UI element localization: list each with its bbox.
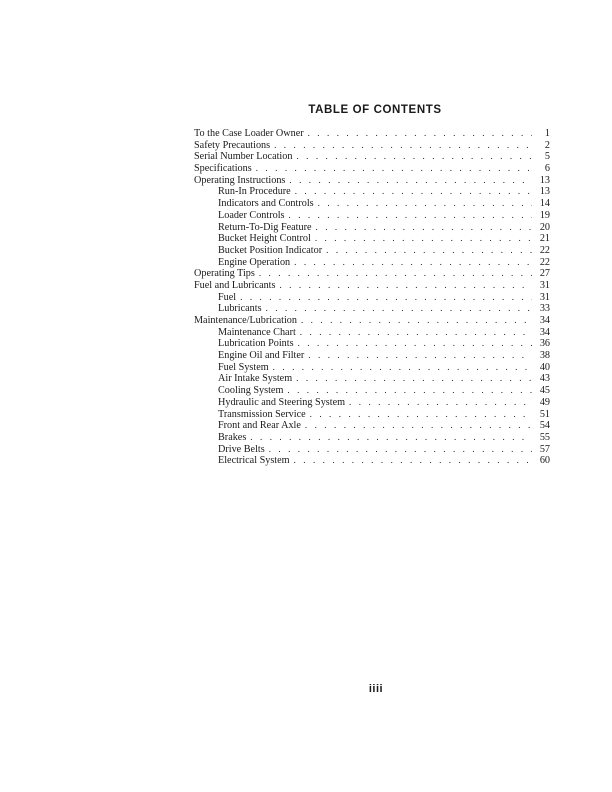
toc-entry — [194, 186, 550, 198]
toc-entry — [194, 409, 550, 421]
toc-entry-label: Fuel — [218, 291, 237, 303]
toc-entry-page: 20 — [539, 221, 550, 233]
toc-leader-dots — [318, 198, 532, 210]
toc-entry-label: Air Intake System — [218, 373, 293, 385]
toc-entry — [194, 338, 550, 350]
toc-entry-label: Engine Operation — [218, 256, 291, 268]
toc-entry-page: 13 — [539, 186, 550, 198]
toc-entry-page: 38 — [539, 350, 550, 362]
toc-entry-page: 40 — [539, 361, 550, 373]
toc-entry — [194, 140, 550, 152]
toc-leader-dots — [259, 268, 532, 280]
toc-leader-dots — [287, 385, 532, 397]
toc-entry — [194, 327, 550, 339]
toc-entry-label: Run-In Procedure — [218, 186, 291, 198]
toc-entry-page: 6 — [544, 163, 550, 175]
toc-entry — [194, 292, 550, 304]
toc-leader-dots — [289, 175, 532, 187]
toc-leader-dots — [289, 210, 533, 222]
toc-entry-page: 22 — [539, 256, 550, 268]
toc-leader-dots — [308, 128, 532, 140]
toc-entry-label: Operating Instructions — [194, 174, 286, 186]
toc-entry-label: Cooling System — [218, 385, 284, 397]
toc-leader-dots — [315, 233, 532, 245]
toc-entry-label: Engine Oil and Filter — [218, 350, 305, 362]
toc-entry-label: Fuel and Lubricants — [194, 279, 276, 291]
toc-entry — [194, 222, 550, 234]
toc-entry — [194, 350, 550, 362]
toc-entry — [194, 233, 550, 245]
toc-entry-page: 55 — [539, 431, 550, 443]
toc-entry — [194, 373, 550, 385]
toc-leader-dots — [316, 222, 533, 234]
toc-leader-dots — [266, 303, 532, 315]
toc-entry-label: Loader Controls — [218, 209, 285, 221]
toc-entry-label: Bucket Height Control — [218, 233, 311, 245]
toc-entry-page: 34 — [539, 315, 550, 326]
toc-entry-label: Drive Belts — [218, 443, 265, 455]
toc-leader-dots — [240, 292, 532, 304]
toc-entry-label: Fuel System — [218, 361, 269, 373]
toc-entry — [194, 385, 550, 397]
toc-entry-label: Specifications — [194, 163, 252, 175]
toc-entry-label: Lubrication Points — [218, 338, 294, 350]
toc-entry-label: Brakes — [218, 431, 247, 443]
toc-entry — [194, 420, 550, 432]
toc-entry-label: Return-To-Dig Feature — [218, 221, 312, 233]
toc-leader-dots — [308, 350, 532, 362]
toc-entry — [194, 303, 550, 315]
toc-leader-dots — [305, 420, 532, 432]
toc-entry-page: 13 — [539, 174, 550, 186]
toc-entry-label: Maintenance Chart — [218, 326, 296, 338]
toc-leader-dots — [349, 397, 532, 409]
toc-entry-page: 2 — [544, 139, 550, 151]
toc-entry — [194, 280, 550, 292]
toc-entry — [194, 432, 550, 444]
toc-leader-dots — [301, 315, 532, 327]
toc-leader-dots — [300, 327, 532, 339]
toc-entry-page: 27 — [539, 268, 550, 280]
toc-entry-page: 21 — [539, 233, 550, 245]
toc-leader-dots — [256, 163, 532, 175]
toc-entry-label: Transmission Service — [218, 408, 306, 420]
toc-entry — [194, 268, 550, 280]
toc-leader-dots — [294, 257, 532, 269]
toc-entry-label: Safety Precautions — [194, 139, 271, 151]
toc-entry — [194, 210, 550, 222]
toc-entry — [194, 151, 550, 163]
toc-leader-dots — [295, 186, 532, 198]
toc-entry-page: 33 — [539, 303, 550, 315]
toc-entry-label: Hydraulic and Steering System — [218, 396, 346, 408]
toc-entry-page: 43 — [539, 373, 550, 385]
toc-entry-page: 54 — [539, 420, 550, 432]
toc-entry-label: Operating Tips — [194, 268, 255, 280]
toc-entry-page: 1 — [544, 128, 550, 139]
toc-leader-dots — [273, 362, 532, 374]
toc-leader-dots — [326, 245, 532, 257]
toc-leader-dots — [274, 140, 532, 152]
toc-leader-dots — [298, 338, 532, 350]
toc-entry — [194, 163, 550, 175]
toc-entry-label: Indicators and Controls — [218, 198, 314, 210]
toc-entry-label: To the Case Loader Owner — [194, 128, 304, 139]
toc-leader-dots — [296, 373, 532, 385]
toc-leader-dots — [269, 444, 532, 456]
page-number: iiii — [368, 683, 384, 695]
toc-leader-dots — [296, 151, 532, 163]
toc-entry — [194, 315, 550, 327]
toc-leader-dots — [250, 432, 532, 444]
toc-entry — [194, 128, 550, 140]
toc-entry-label: Maintenance/Lubrication — [194, 315, 297, 326]
toc-entry-label: Bucket Position Indicator — [218, 244, 323, 256]
toc-entry-label: Lubricants — [218, 303, 262, 315]
page-title: TABLE OF CONTENTS — [308, 104, 442, 116]
toc-entry-page: 31 — [539, 291, 550, 303]
toc-entry — [194, 257, 550, 269]
toc-entry-page: 45 — [539, 385, 550, 397]
toc-entry — [194, 362, 550, 374]
toc-entry-page: 51 — [539, 408, 550, 420]
toc-entry-label: Electrical System — [218, 455, 290, 467]
toc-entry-page: 31 — [539, 279, 550, 291]
toc-entry-page: 49 — [539, 396, 550, 408]
toc-entry-page: 57 — [539, 443, 550, 455]
toc-entry-page: 22 — [539, 244, 550, 256]
toc-entry-page: 14 — [539, 198, 550, 210]
toc-entry — [194, 198, 550, 210]
toc-entry-page: 19 — [539, 209, 550, 221]
toc-entry — [194, 444, 550, 456]
toc-leader-dots — [310, 409, 532, 421]
toc-leader-dots — [294, 455, 532, 467]
toc-entry-label: Front and Rear Axle — [218, 420, 301, 432]
toc-leader-dots — [279, 280, 532, 292]
toc-entry-label: Serial Number Location — [194, 151, 293, 163]
toc-entry — [194, 245, 550, 257]
toc-entry — [194, 455, 550, 467]
toc-entry — [194, 175, 550, 187]
toc-entry-page: 60 — [539, 455, 550, 467]
table-of-contents — [194, 128, 550, 467]
toc-entry-page: 34 — [539, 326, 550, 338]
toc-entry-page: 36 — [539, 338, 550, 350]
toc-entry — [194, 397, 550, 409]
toc-entry-page: 5 — [544, 151, 550, 163]
